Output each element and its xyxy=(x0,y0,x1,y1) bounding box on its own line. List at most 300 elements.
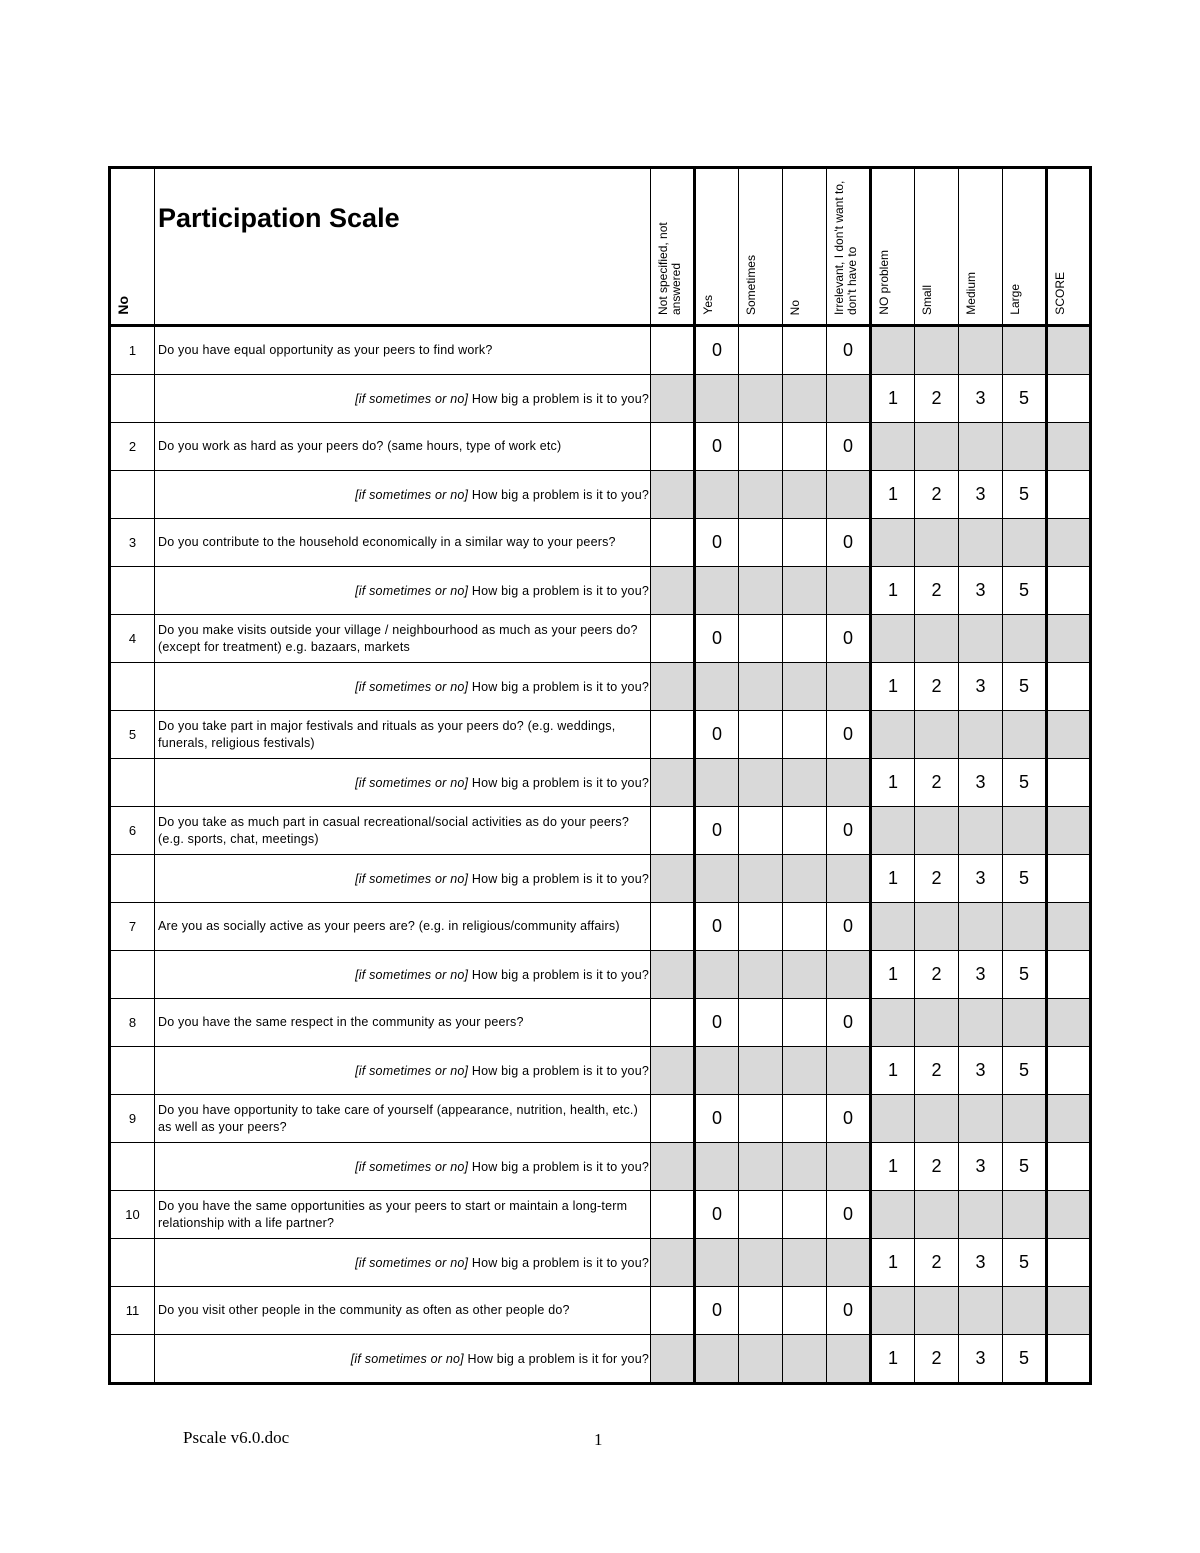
small-cell xyxy=(915,1191,959,1239)
irrelevant-value: 0 xyxy=(827,519,871,567)
not-specified-cell xyxy=(651,615,695,663)
not-specified-cell xyxy=(651,903,695,951)
large-value: 5 xyxy=(1003,1047,1047,1095)
not-specified-cell xyxy=(651,1047,695,1095)
prompt-text: How big a problem is it to you? xyxy=(471,1255,649,1270)
prompt-prefix: [if sometimes or no] xyxy=(355,775,469,790)
medium-cell xyxy=(959,519,1003,567)
yes-value: 0 xyxy=(695,999,739,1047)
yes-value: 0 xyxy=(695,326,739,375)
no-problem-cell xyxy=(871,999,915,1047)
not-specified-cell xyxy=(651,1191,695,1239)
medium-value: 3 xyxy=(959,375,1003,423)
question-text: Do you make visits outside your village / neighbourhood as much as your peers do? (except for treatment) e.g. bazaars, markets xyxy=(155,615,651,663)
medium-cell xyxy=(959,423,1003,471)
problem-row xyxy=(110,1239,1091,1287)
small-value: 2 xyxy=(915,759,959,807)
header-yes: Yes xyxy=(695,168,739,326)
sometimes-cell xyxy=(739,807,783,855)
header-small: Small xyxy=(915,168,959,326)
large-value: 5 xyxy=(1003,471,1047,519)
small-value: 2 xyxy=(915,1143,959,1191)
large-value: 5 xyxy=(1003,663,1047,711)
large-value: 5 xyxy=(1003,759,1047,807)
small-cell xyxy=(915,1287,959,1335)
header-no-answer: No xyxy=(783,168,827,326)
problem-row xyxy=(110,471,1091,519)
large-value: 5 xyxy=(1003,1143,1047,1191)
no-problem-value: 1 xyxy=(871,951,915,999)
prompt-text: How big a problem is it to you? xyxy=(471,487,649,502)
question-number: 5 xyxy=(110,711,155,759)
large-cell xyxy=(1003,1095,1047,1143)
yes-cell xyxy=(695,567,739,615)
problem-prompt xyxy=(155,663,651,711)
prompt-prefix: [if sometimes or no] xyxy=(350,1351,464,1366)
yes-cell xyxy=(695,375,739,423)
score-cell xyxy=(1047,807,1091,855)
not-specified-cell xyxy=(651,855,695,903)
score-cell xyxy=(1047,1095,1091,1143)
score-cell xyxy=(1047,999,1091,1047)
medium-cell xyxy=(959,1095,1003,1143)
prompt-prefix: [if sometimes or no] xyxy=(355,583,469,598)
question-number: 3 xyxy=(110,519,155,567)
problem-row xyxy=(110,1047,1091,1095)
small-value: 2 xyxy=(915,1239,959,1287)
problem-row xyxy=(110,759,1091,807)
irrelevant-cell xyxy=(827,759,871,807)
no-answer-cell xyxy=(783,1335,827,1384)
yes-cell xyxy=(695,663,739,711)
no-answer-cell xyxy=(783,423,827,471)
large-cell xyxy=(1003,903,1047,951)
score-cell xyxy=(1047,711,1091,759)
score-cell xyxy=(1047,375,1091,423)
header-sometimes: Sometimes xyxy=(739,168,783,326)
question-number: 8 xyxy=(110,999,155,1047)
score-cell xyxy=(1047,759,1091,807)
no-problem-value: 1 xyxy=(871,1239,915,1287)
no-problem-cell xyxy=(871,519,915,567)
header-title xyxy=(155,168,651,326)
irrelevant-value: 0 xyxy=(827,1191,871,1239)
sometimes-cell xyxy=(739,1191,783,1239)
sometimes-cell xyxy=(739,1287,783,1335)
score-cell xyxy=(1047,1335,1091,1384)
score-cell xyxy=(1047,423,1091,471)
small-value: 2 xyxy=(915,855,959,903)
problem-prompt xyxy=(155,759,651,807)
yes-value: 0 xyxy=(695,519,739,567)
header-medium: Medium xyxy=(959,168,1003,326)
problem-number-cell xyxy=(110,375,155,423)
medium-value: 3 xyxy=(959,1143,1003,1191)
sometimes-cell xyxy=(739,471,783,519)
yes-value: 0 xyxy=(695,1095,739,1143)
irrelevant-cell xyxy=(827,1047,871,1095)
large-cell xyxy=(1003,807,1047,855)
large-cell xyxy=(1003,711,1047,759)
prompt-prefix: [if sometimes or no] xyxy=(355,679,469,694)
yes-value: 0 xyxy=(695,615,739,663)
sometimes-cell xyxy=(739,663,783,711)
score-cell xyxy=(1047,951,1091,999)
no-answer-cell xyxy=(783,471,827,519)
medium-value: 3 xyxy=(959,663,1003,711)
score-cell xyxy=(1047,1239,1091,1287)
sometimes-cell xyxy=(739,759,783,807)
no-answer-cell xyxy=(783,1095,827,1143)
irrelevant-value: 0 xyxy=(827,999,871,1047)
not-specified-cell xyxy=(651,951,695,999)
small-cell xyxy=(915,615,959,663)
large-value: 5 xyxy=(1003,1239,1047,1287)
yes-cell xyxy=(695,1143,739,1191)
not-specified-cell xyxy=(651,326,695,375)
prompt-text: How big a problem is it to you? xyxy=(471,583,649,598)
no-problem-cell xyxy=(871,615,915,663)
score-cell xyxy=(1047,663,1091,711)
problem-number-cell xyxy=(110,567,155,615)
not-specified-cell xyxy=(651,471,695,519)
small-cell xyxy=(915,519,959,567)
medium-cell xyxy=(959,1287,1003,1335)
prompt-text: How big a problem is it to you? xyxy=(471,967,649,982)
medium-value: 3 xyxy=(959,855,1003,903)
no-answer-cell xyxy=(783,1047,827,1095)
question-number: 7 xyxy=(110,903,155,951)
score-cell xyxy=(1047,567,1091,615)
question-text: Do you take as much part in casual recreational/social activities as do your peers? (e.g. sports, chat, meetings) xyxy=(155,807,651,855)
problem-row xyxy=(110,567,1091,615)
medium-cell xyxy=(959,807,1003,855)
not-specified-cell xyxy=(651,423,695,471)
irrelevant-cell xyxy=(827,1239,871,1287)
prompt-text: How big a problem is it to you? xyxy=(471,871,649,886)
no-problem-cell xyxy=(871,1095,915,1143)
header-no-problem: NO problem xyxy=(871,168,915,326)
yes-cell xyxy=(695,951,739,999)
problem-prompt xyxy=(155,951,651,999)
question-number: 9 xyxy=(110,1095,155,1143)
sometimes-cell xyxy=(739,326,783,375)
question-text: Do you have opportunity to take care of yourself (appearance, nutrition, health, etc.) as well as your peers? xyxy=(155,1095,651,1143)
sometimes-cell xyxy=(739,1239,783,1287)
small-cell xyxy=(915,1095,959,1143)
problem-prompt xyxy=(155,1143,651,1191)
yes-value: 0 xyxy=(695,903,739,951)
yes-cell xyxy=(695,1239,739,1287)
small-value: 2 xyxy=(915,663,959,711)
small-cell xyxy=(915,423,959,471)
small-value: 2 xyxy=(915,1335,959,1384)
problem-number-cell xyxy=(110,951,155,999)
no-problem-cell xyxy=(871,807,915,855)
irrelevant-cell xyxy=(827,471,871,519)
irrelevant-cell xyxy=(827,951,871,999)
prompt-prefix: [if sometimes or no] xyxy=(355,1063,469,1078)
irrelevant-cell xyxy=(827,855,871,903)
score-cell xyxy=(1047,1287,1091,1335)
header-irrelevant: Irrelevant, I don't want to, don't have to xyxy=(827,168,871,326)
prompt-prefix: [if sometimes or no] xyxy=(355,967,469,982)
problem-row xyxy=(110,663,1091,711)
no-problem-value: 1 xyxy=(871,663,915,711)
sometimes-cell xyxy=(739,1047,783,1095)
large-cell xyxy=(1003,423,1047,471)
prompt-prefix: [if sometimes or no] xyxy=(355,1159,469,1174)
no-answer-cell xyxy=(783,711,827,759)
score-cell xyxy=(1047,1143,1091,1191)
not-specified-cell xyxy=(651,1143,695,1191)
irrelevant-cell xyxy=(827,1335,871,1384)
yes-value: 0 xyxy=(695,1287,739,1335)
sometimes-cell xyxy=(739,1143,783,1191)
problem-row xyxy=(110,1335,1091,1384)
no-answer-cell xyxy=(783,759,827,807)
medium-cell xyxy=(959,615,1003,663)
score-cell xyxy=(1047,1047,1091,1095)
question-text: Do you have the same respect in the community as your peers? xyxy=(155,999,651,1047)
large-cell xyxy=(1003,999,1047,1047)
prompt-text: How big a problem is it to you? xyxy=(471,1063,649,1078)
problem-number-cell xyxy=(110,1143,155,1191)
yes-cell xyxy=(695,471,739,519)
no-problem-value: 1 xyxy=(871,855,915,903)
medium-cell xyxy=(959,999,1003,1047)
header-not-specified: Not specified, not answered xyxy=(651,168,695,326)
irrelevant-cell xyxy=(827,567,871,615)
question-text: Do you have the same opportunities as your peers to start or maintain a long-term relationship with a life partner? xyxy=(155,1191,651,1239)
problem-row xyxy=(110,1143,1091,1191)
question-row xyxy=(110,903,1091,951)
problem-number-cell xyxy=(110,1239,155,1287)
no-answer-cell xyxy=(783,807,827,855)
header-row xyxy=(110,168,1091,326)
not-specified-cell xyxy=(651,519,695,567)
no-problem-value: 1 xyxy=(871,759,915,807)
large-cell xyxy=(1003,615,1047,663)
medium-value: 3 xyxy=(959,1047,1003,1095)
question-row xyxy=(110,711,1091,759)
not-specified-cell xyxy=(651,759,695,807)
no-problem-cell xyxy=(871,423,915,471)
irrelevant-value: 0 xyxy=(827,1287,871,1335)
irrelevant-value: 0 xyxy=(827,1095,871,1143)
header-large: Large xyxy=(1003,168,1047,326)
small-value: 2 xyxy=(915,567,959,615)
medium-value: 3 xyxy=(959,471,1003,519)
question-row xyxy=(110,615,1091,663)
no-problem-value: 1 xyxy=(871,471,915,519)
medium-cell xyxy=(959,1191,1003,1239)
large-cell xyxy=(1003,1191,1047,1239)
prompt-text: How big a problem is it to you? xyxy=(471,775,649,790)
sometimes-cell xyxy=(739,1095,783,1143)
problem-number-cell xyxy=(110,1047,155,1095)
small-value: 2 xyxy=(915,375,959,423)
no-answer-cell xyxy=(783,1143,827,1191)
not-specified-cell xyxy=(651,807,695,855)
sometimes-cell xyxy=(739,711,783,759)
prompt-prefix: [if sometimes or no] xyxy=(355,391,469,406)
yes-cell xyxy=(695,855,739,903)
question-text: Do you visit other people in the community as often as other people do? xyxy=(155,1287,651,1335)
question-row xyxy=(110,1095,1091,1143)
question-row xyxy=(110,519,1091,567)
large-cell xyxy=(1003,326,1047,375)
medium-cell xyxy=(959,711,1003,759)
sometimes-cell xyxy=(739,903,783,951)
no-answer-cell xyxy=(783,567,827,615)
header-score: SCORE xyxy=(1047,168,1091,326)
sometimes-cell xyxy=(739,375,783,423)
problem-number-cell xyxy=(110,1335,155,1384)
no-answer-cell xyxy=(783,951,827,999)
question-row xyxy=(110,1191,1091,1239)
irrelevant-value: 0 xyxy=(827,903,871,951)
small-value: 2 xyxy=(915,1047,959,1095)
score-cell xyxy=(1047,903,1091,951)
prompt-text: How big a problem is it to you? xyxy=(471,679,649,694)
not-specified-cell xyxy=(651,1095,695,1143)
large-value: 5 xyxy=(1003,1335,1047,1384)
no-answer-cell xyxy=(783,519,827,567)
not-specified-cell xyxy=(651,1287,695,1335)
problem-prompt xyxy=(155,855,651,903)
large-value: 5 xyxy=(1003,855,1047,903)
problem-row xyxy=(110,951,1091,999)
yes-cell xyxy=(695,1335,739,1384)
sometimes-cell xyxy=(739,855,783,903)
question-number: 2 xyxy=(110,423,155,471)
problem-number-cell xyxy=(110,471,155,519)
no-answer-cell xyxy=(783,855,827,903)
question-row xyxy=(110,807,1091,855)
yes-value: 0 xyxy=(695,423,739,471)
question-row xyxy=(110,999,1091,1047)
no-answer-cell xyxy=(783,326,827,375)
no-answer-cell xyxy=(783,663,827,711)
medium-value: 3 xyxy=(959,1335,1003,1384)
irrelevant-value: 0 xyxy=(827,423,871,471)
not-specified-cell xyxy=(651,711,695,759)
irrelevant-value: 0 xyxy=(827,326,871,375)
no-answer-cell xyxy=(783,375,827,423)
not-specified-cell xyxy=(651,999,695,1047)
not-specified-cell xyxy=(651,567,695,615)
score-cell xyxy=(1047,855,1091,903)
irrelevant-value: 0 xyxy=(827,615,871,663)
no-answer-cell xyxy=(783,1239,827,1287)
header-no: No xyxy=(110,168,155,326)
score-cell xyxy=(1047,615,1091,663)
score-cell xyxy=(1047,519,1091,567)
no-problem-cell xyxy=(871,903,915,951)
prompt-prefix: [if sometimes or no] xyxy=(355,1255,469,1270)
medium-value: 3 xyxy=(959,951,1003,999)
medium-value: 3 xyxy=(959,759,1003,807)
question-number: 11 xyxy=(110,1287,155,1335)
yes-value: 0 xyxy=(695,807,739,855)
irrelevant-cell xyxy=(827,663,871,711)
yes-value: 0 xyxy=(695,1191,739,1239)
large-value: 5 xyxy=(1003,567,1047,615)
small-value: 2 xyxy=(915,471,959,519)
question-text: Do you take part in major festivals and rituals as your peers do? (e.g. weddings, funerals, religious festivals) xyxy=(155,711,651,759)
small-value: 2 xyxy=(915,951,959,999)
prompt-text: How big a problem is it to you? xyxy=(471,391,649,406)
prompt-text: How big a problem is it to you? xyxy=(471,1159,649,1174)
irrelevant-value: 0 xyxy=(827,807,871,855)
small-cell xyxy=(915,903,959,951)
question-number: 10 xyxy=(110,1191,155,1239)
medium-cell xyxy=(959,903,1003,951)
problem-row xyxy=(110,855,1091,903)
problem-number-cell xyxy=(110,855,155,903)
problem-row xyxy=(110,375,1091,423)
prompt-text: How big a problem is it for you? xyxy=(467,1351,649,1366)
no-problem-value: 1 xyxy=(871,375,915,423)
sometimes-cell xyxy=(739,999,783,1047)
no-answer-cell xyxy=(783,615,827,663)
no-problem-value: 1 xyxy=(871,567,915,615)
small-cell xyxy=(915,326,959,375)
problem-prompt xyxy=(155,1335,651,1384)
question-number: 1 xyxy=(110,326,155,375)
question-row xyxy=(110,423,1091,471)
prompt-prefix: [if sometimes or no] xyxy=(355,487,469,502)
no-problem-value: 1 xyxy=(871,1143,915,1191)
sometimes-cell xyxy=(739,567,783,615)
medium-value: 3 xyxy=(959,567,1003,615)
small-cell xyxy=(915,711,959,759)
sometimes-cell xyxy=(739,1335,783,1384)
sometimes-cell xyxy=(739,951,783,999)
question-text: Do you work as hard as your peers do? (same hours, type of work etc) xyxy=(155,423,651,471)
no-problem-cell xyxy=(871,1287,915,1335)
small-cell xyxy=(915,999,959,1047)
no-problem-cell xyxy=(871,1191,915,1239)
problem-prompt xyxy=(155,1239,651,1287)
footer-filename: Pscale v6.0.doc xyxy=(183,1428,290,1447)
not-specified-cell xyxy=(651,1335,695,1384)
no-answer-cell xyxy=(783,903,827,951)
yes-cell xyxy=(695,759,739,807)
problem-prompt xyxy=(155,1047,651,1095)
large-value: 5 xyxy=(1003,951,1047,999)
no-answer-cell xyxy=(783,999,827,1047)
not-specified-cell xyxy=(651,663,695,711)
yes-value: 0 xyxy=(695,711,739,759)
prompt-prefix: [if sometimes or no] xyxy=(355,871,469,886)
question-text: Do you contribute to the household economically in a similar way to your peers? xyxy=(155,519,651,567)
score-cell xyxy=(1047,326,1091,375)
large-cell xyxy=(1003,519,1047,567)
irrelevant-cell xyxy=(827,1143,871,1191)
sometimes-cell xyxy=(739,519,783,567)
large-cell xyxy=(1003,1287,1047,1335)
sometimes-cell xyxy=(739,423,783,471)
irrelevant-value: 0 xyxy=(827,711,871,759)
question-text: Do you have equal opportunity as your peers to find work? xyxy=(155,326,651,375)
large-value: 5 xyxy=(1003,375,1047,423)
footer-page-number: 1 xyxy=(594,1430,603,1449)
score-cell xyxy=(1047,1191,1091,1239)
question-row xyxy=(110,326,1091,375)
problem-number-cell xyxy=(110,663,155,711)
